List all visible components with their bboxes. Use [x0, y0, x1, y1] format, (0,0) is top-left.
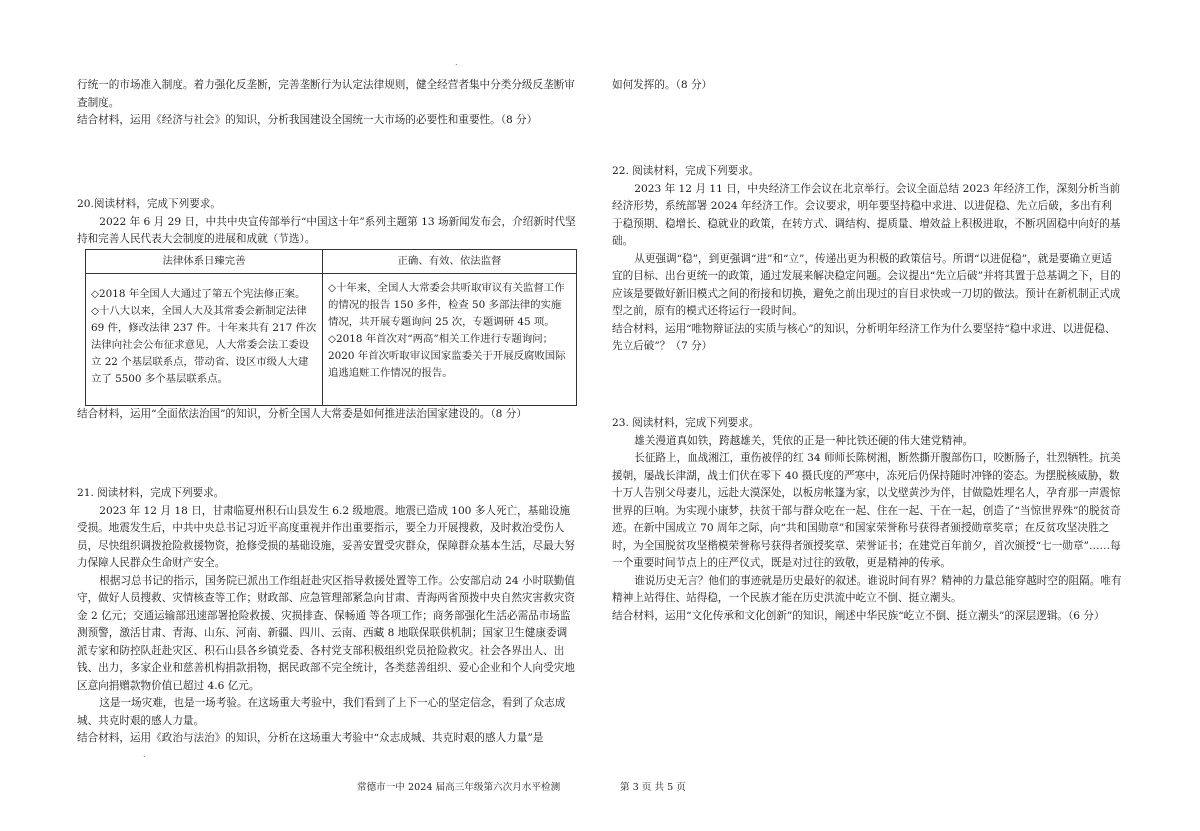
question-title: 23. 阅读材料，完成下列要求。: [612, 417, 760, 429]
table-cell-supervision: [323, 273, 577, 405]
scan-dot: .: [455, 58, 458, 67]
q19-tail: [77, 77, 577, 130]
list-item: ◇十年来，全国人大常委会共听取审议有关监督工作的情况的报告 150 多件，检查 50 多部法律的实施情况，共开展专题询问 25 次，专题调研 45 项。: [328, 281, 565, 328]
paragraph: 2023 年 12 月 18 日，甘肃临夏州积石山县发生 6.2 级地震。地震已造成 100 多人死亡，基础设施受损。地震发生后，中共中央总书记习近平高度重视并作出重要指示，要全力开展搜救，及时救治受伤人员，尽快组织调拨抢险救援物资，抢修受损的基础设施，妥善安置受灾群众，保障群众基本生活，尽最大努力保障人民群众生命财产安全。: [77, 504, 575, 569]
question-title: 21. 阅读材料，完成下列要求。: [77, 487, 225, 499]
question-title: 22. 阅读材料，完成下列要求。: [612, 165, 760, 177]
scan-dot: .: [143, 750, 146, 759]
q21-tail: [612, 77, 1122, 95]
list-item: ◇十八大以来，全国人大及其常委会新制定法律 69 件，修改法律 237 件。十年来共有 217 件次法律向社会公布征求意见，人大常委会法工委设立 22 个基层联系点，带动省、设区市级人大建立了 5500 多个基层联系点。: [91, 304, 317, 385]
question-20: [77, 196, 577, 423]
paragraph: 这是一场灾难，也是一场考验。在这场重大考验中，我们看到了上下一心的坚定信念，看到了众志成城、共克时艰的感人力量。: [77, 697, 566, 727]
question-23: [612, 415, 1122, 625]
list-item: ◇2018 年全国人大通过了第五个宪法修正案。: [91, 287, 306, 300]
paragraph: 长征路上，血战湘江，重伤被俘的红 34 师师长陈树湘，断然撕开腹部伤口，咬断肠子，壮烈牺牲。抗美援朝，屡战长津湖，战士们伏在零下 40 摄氏度的严寒中，冻死后仍保持随时冲锋的姿态。为摆脱核威胁，数十万人告别父母妻儿，远赴大漠深处，以板房帐篷为家，以戈壁黄沙为伴，甘做隐姓埋名人，孕育那一声震惊世界的巨响。为实现小康梦，扶贫干部与群众吃在一起、住在一起、干在一起，创造了“当惊世界殊”的脱贫奇迹。在新中国成立 70 周年之际，向“共和国勋章”和国家荣誉称号获得者颁授勋章奖章；在反贫攻坚决胜之时，为全国脱贫攻坚楷模荣誉称号获得者颁授奖章、荣誉证书；在建党百年前夕，首次颁授“七一勋章”……每一个重要时间节点上的庄严仪式，既是对过往的致敬，更是精神的传承。: [612, 452, 1121, 569]
question-prompt: 结合材料，运用“唯物辩证法的实质与核心”的知识，分析明年经济工作为什么要坚持“稳中求进、以进促稳、先立后破”？（7 分）: [612, 322, 1116, 352]
paragraph: 行统一的市场准入制度。着力强化反垄断，完善垄断行为认定法律规则，健全经营者集中分类分级反垄断审查制度。: [77, 79, 575, 109]
question-prompt: 如何发挥的。（8 分）: [612, 79, 713, 91]
paragraph: 从更强调“稳”，到更强调“进”和“立”，传递出更为积极的政策信号。所谓“以进促稳”，就是要确立更适宜的目标、出台更统一的政策，通过发展来解决稳定问题。会议提出“先立后破”并将其置于总基调之下，目的应该是要做好新旧模式之间的衔接和切换，避免之前出现过的盲目求快或一刀切的做法。预计在新机制正式成型之前，原有的模式还将运行一段时间。: [612, 252, 1121, 317]
paragraph: 根据习总书记的指示，国务院已派出工作组赶赴灾区指导救援处置等工作。公安部启动 24 小时联勤值守，做好人员搜救、灾情核查等工作；财政部、应急管理部紧急向甘肃、青海两省预拨中央自然灾害救灾资金 2 亿元；交通运输部迅速部署抢险救援、灾损排查、保畅通 等各项工作；商务部强化生活必需品市场监测预警，激活甘肃、青海、山东、河南、新疆、四川、云南、西藏 8 地联保联供机制；国家卫生健康委调派专家和防控队赶赴灾区、积石山县各乡镇党委、各村党支部积极组织党员抢险救灾。社会各界出人、出钱、出力，多家企业和慈善机构捐款捐物，据民政部不完全统计，各类慈善组织、爱心企业和个人向受灾地区意向捐赠款物价值已超过 4.6 亿元。: [77, 574, 575, 692]
question-22: [612, 163, 1122, 356]
question-title: 20.阅读材料，完成下列要求。: [77, 198, 221, 210]
question-prompt: 结合材料，运用“全面依法治国”的知识，分析全国人大常委是如何推进法治国家建设的。（8 分）: [77, 407, 527, 420]
question-prompt: 结合材料，运用《经济与社会》的知识，分析我国建设全国统一大市场的必要性和重要性。（8 分）: [77, 114, 538, 126]
paragraph: 谁说历史无言？他们的事迹就是历史最好的叙述。谁说时间有界？精神的力量总能穿越时空的阻隔。唯有精神上站得住、站得稳，一个民族才能在历史洪流中屹立不倒、挺立潮头。: [612, 574, 1122, 604]
question-21: [77, 485, 577, 748]
table-cell-legislation: [86, 273, 323, 405]
law-table: [85, 249, 577, 406]
question-prompt: 结合材料，运用“文化传承和文化创新”的知识，阐述中华民族“屹立不倒、挺立潮头”的深层逻辑。（6 分）: [612, 609, 1105, 622]
question-prompt: 结合材料，运用《政治与法治》的知识，分析在这场重大考验中“众志成城、共克时艰的感人力量”是: [77, 732, 544, 744]
table-header: 正确、有效、依法监督: [323, 249, 577, 273]
list-item: ◇2018 年首次对“两高”相关工作进行专题询问；2020 年首次听取审议国家监委关于开展反腐败国际追逃追赃工作情况的报告。: [328, 332, 566, 379]
paragraph: 雄关漫道真如铁，跨越雄关，凭依的正是一种比铁还硬的伟大建党精神。: [634, 434, 974, 447]
footer-school: 常德市一中 2024 届高三年级第六次月水平检测: [357, 782, 561, 793]
table-header: 法律体系日臻完善: [86, 249, 323, 273]
paragraph: 2022 年 6 月 29 日，中共中央宣传部举行“中国这十年”系列主题第 13 场新闻发布会，介绍新时代坚持和完善人民代表大会制度的进展和成就（节选）。: [77, 215, 576, 245]
footer-page-number: 第 3 页 共 5 页: [620, 782, 686, 793]
paragraph: 2023 年 12 月 11 日，中央经济工作会议在北京举行。会议全面总结 2023 年经济工作，深刻分析当前经济形势，系统部署 2024 年经济工作。会议要求，明年要坚持稳中求进、以进促稳、先立后破，多出有利于稳预期、稳增长、稳就业的政策，在转方式、调结构、提质量、增效益上积极进取，不断巩固稳中向好的基础。: [612, 182, 1121, 247]
